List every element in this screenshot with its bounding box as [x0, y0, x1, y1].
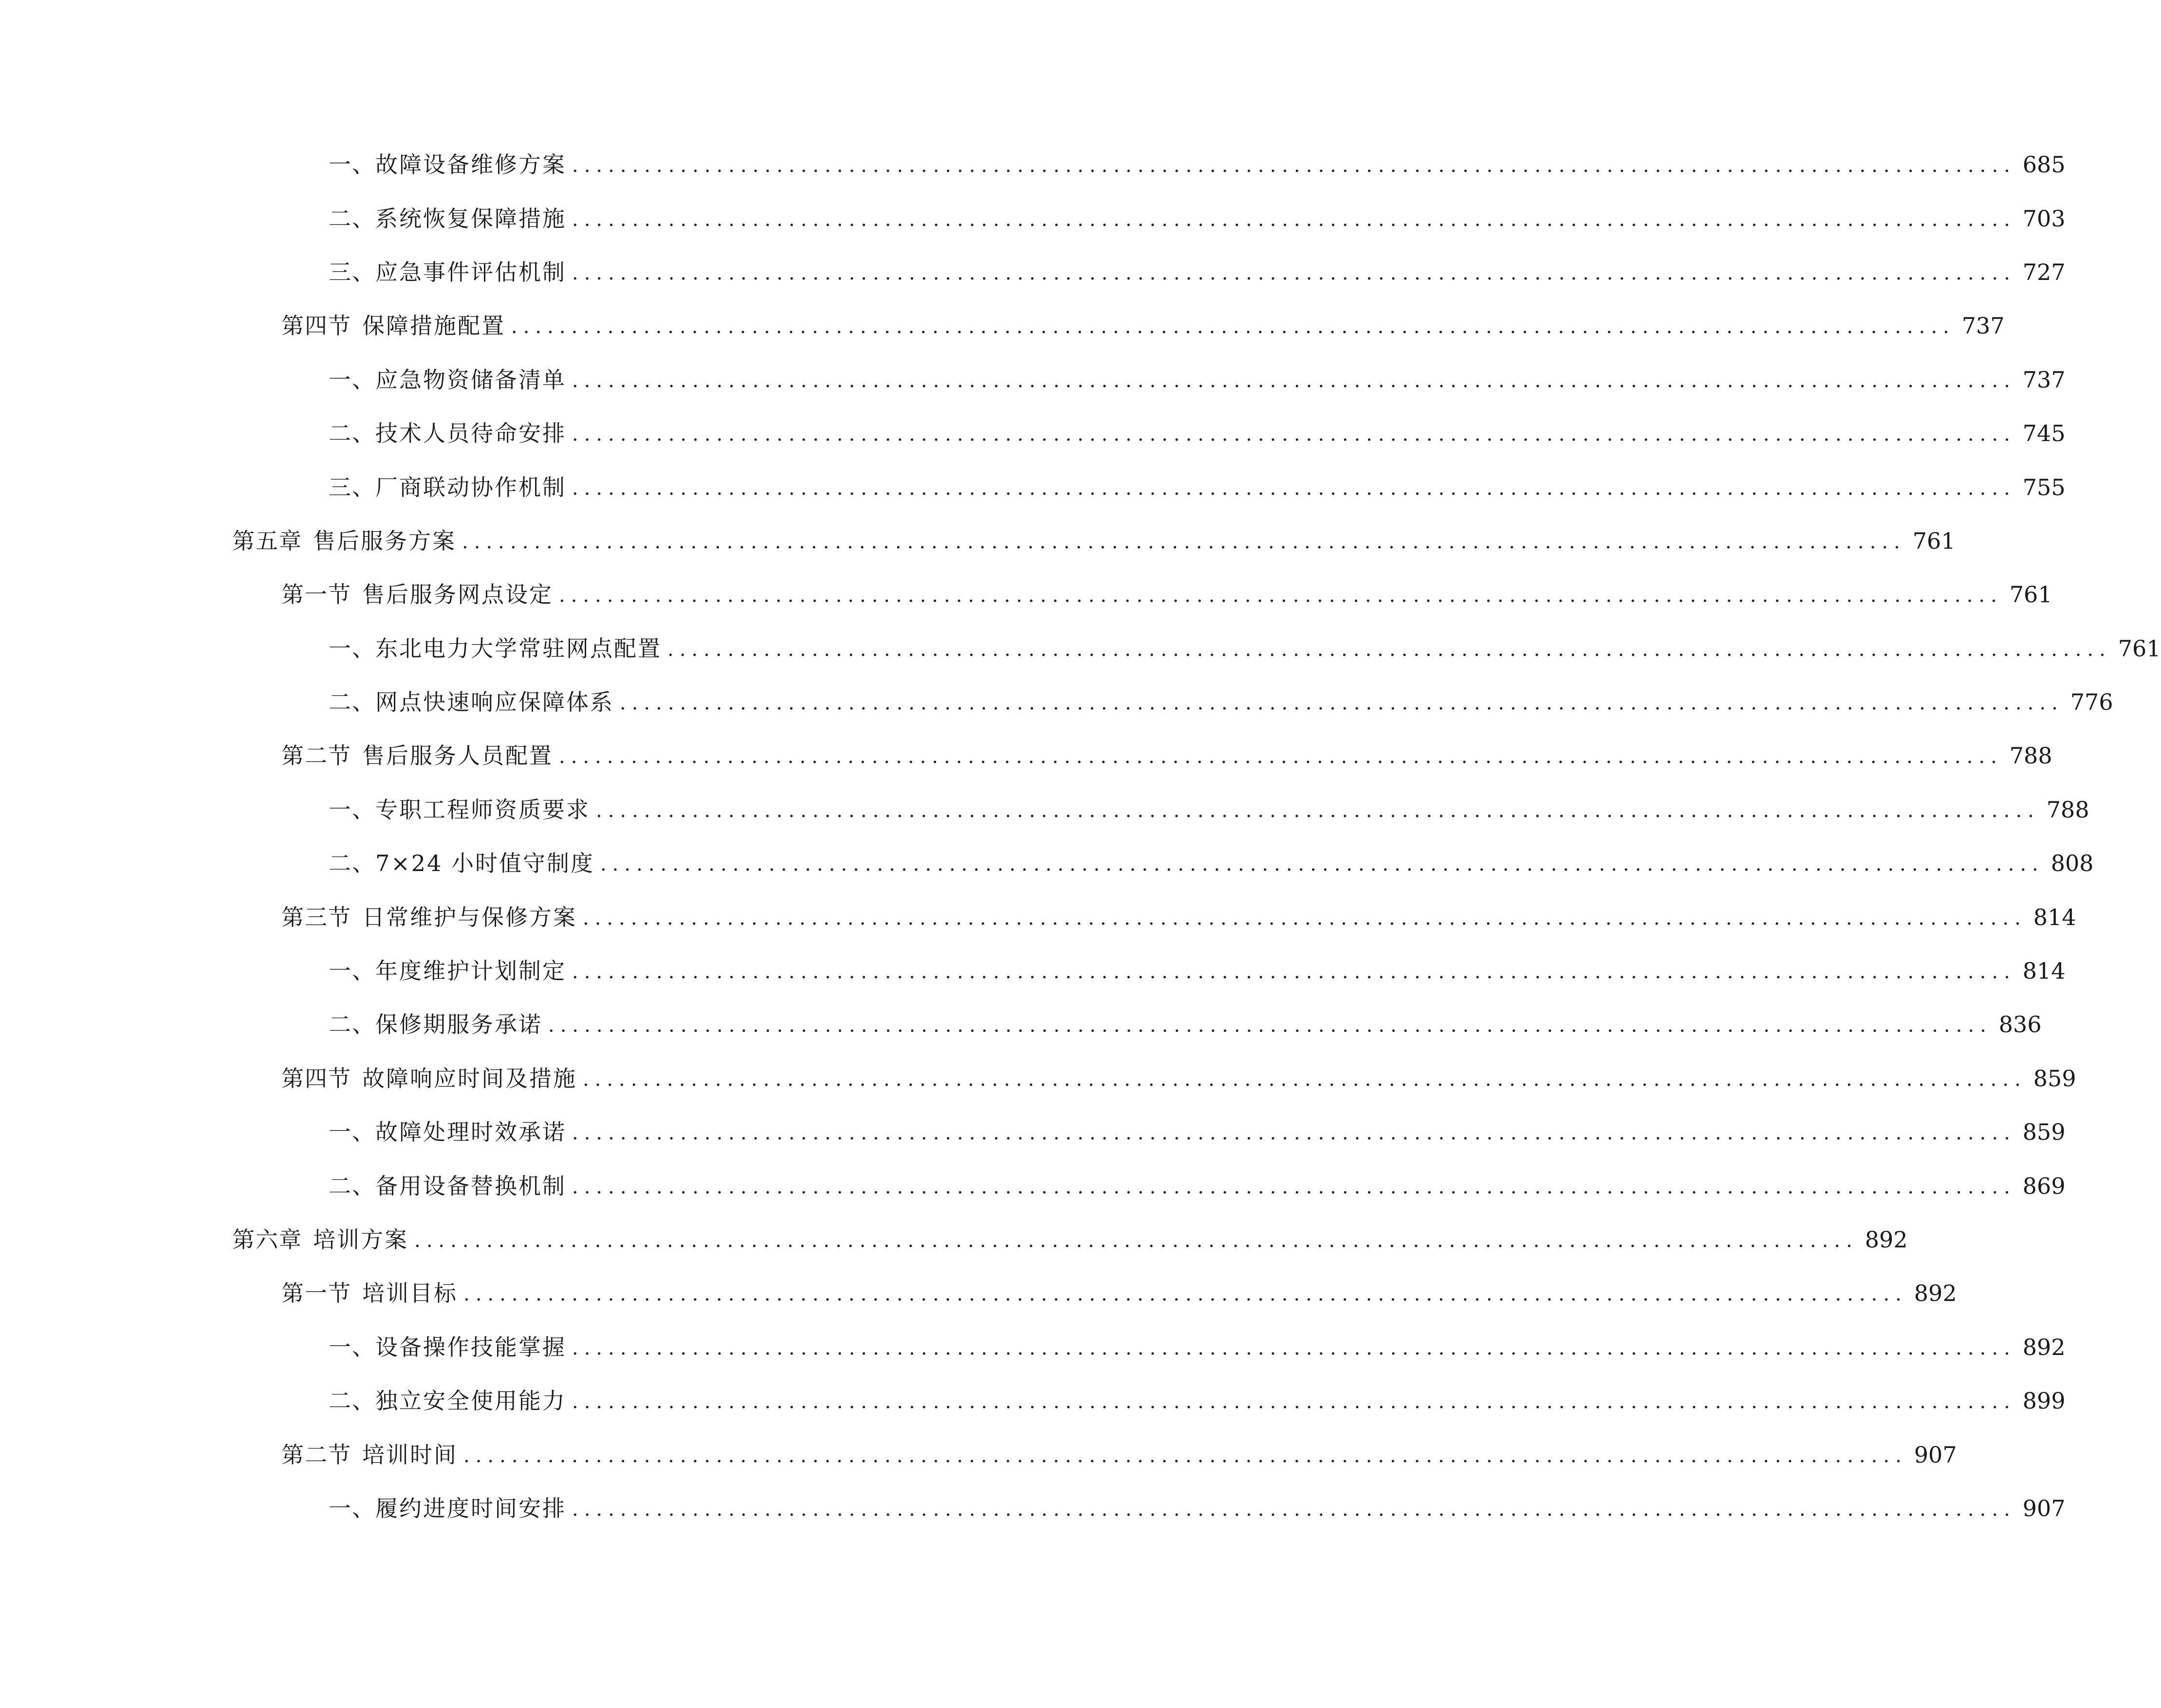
toc-entry-number: 一、: [329, 366, 375, 393]
table-of-contents: [0, 138, 2161, 1535]
toc-entry-number: 第六章: [232, 1226, 302, 1253]
toc-entry-title: 设备操作技能掌握: [375, 1334, 566, 1360]
toc-entry-title: 售后服务网点设定: [362, 581, 553, 608]
toc-entry[interactable]: [0, 890, 2076, 944]
toc-entry[interactable]: [0, 998, 2042, 1051]
toc-entry-title: 独立安全使用能力: [375, 1388, 566, 1414]
toc-entry-title: 故障设备维修方案: [375, 151, 566, 178]
toc-entry-title: 日常维护与保修方案: [362, 904, 577, 930]
toc-entry-title: 售后服务人员配置: [362, 743, 553, 769]
toc-entry-number: 二、: [329, 205, 375, 232]
toc-page-number: 745: [2022, 420, 2066, 447]
toc-page-number: 899: [2022, 1388, 2066, 1414]
toc-entry-number: 第一节: [281, 1280, 351, 1307]
toc-entry[interactable]: [0, 1052, 2076, 1105]
toc-dot-leader: ........................................................................................................................: [511, 316, 1955, 338]
toc-entry-number: 一、: [329, 151, 375, 178]
toc-entry-title: 保修期服务承诺: [375, 1011, 542, 1038]
toc-dot-leader: ........................................................................................................................: [572, 961, 2016, 984]
toc-page-number: 761: [2009, 581, 2052, 608]
toc-entry[interactable]: [0, 944, 2066, 998]
toc-entry-number: 三、: [329, 259, 375, 285]
toc-dot-leader: ........................................................................................................................: [559, 584, 2003, 607]
toc-entry[interactable]: [0, 460, 2066, 514]
toc-entry[interactable]: [0, 1266, 1957, 1320]
toc-entry[interactable]: [0, 299, 2005, 353]
toc-entry-number: 第二节: [281, 743, 351, 769]
toc-entry-title: 应急物资储备清单: [375, 366, 566, 393]
toc-dot-leader: ........................................................................................................................: [572, 208, 2016, 231]
toc-page-number: 761: [1912, 527, 1956, 554]
toc-dot-leader: ........................................................................................................................: [463, 1444, 1907, 1467]
toc-dot-leader: ........................................................................................................................: [463, 1283, 1907, 1306]
toc-entry[interactable]: [0, 353, 2066, 407]
toc-page-number: 907: [2022, 1495, 2066, 1522]
toc-page-number: 788: [2046, 796, 2089, 823]
toc-entry-number: 第四节: [281, 313, 351, 339]
toc-entry-number: 二、: [329, 850, 375, 877]
toc-entry-number: 第三节: [281, 904, 351, 930]
toc-entry-title: 应急事件评估机制: [375, 259, 566, 285]
toc-entry-number: 二、: [329, 1172, 375, 1199]
toc-page-number: 907: [1914, 1441, 1957, 1468]
toc-entry-number: 一、: [329, 1495, 375, 1522]
toc-dot-leader: ........................................................................................................................: [667, 638, 2111, 661]
toc-entry-number: 第四节: [281, 1065, 351, 1092]
toc-entry-title: 技术人员待命安排: [375, 420, 566, 447]
toc-page-number: 859: [2033, 1065, 2076, 1092]
toc-entry-number: 一、: [329, 635, 375, 662]
toc-entry[interactable]: [0, 836, 2094, 890]
toc-entry[interactable]: [0, 568, 2052, 621]
toc-dot-leader: ........................................................................................................................: [572, 477, 2016, 500]
toc-entry-number: 第二节: [281, 1441, 351, 1468]
toc-dot-leader: ........................................................................................................................: [414, 1229, 1858, 1252]
toc-entry[interactable]: [0, 1428, 1957, 1481]
toc-dot-leader: ........................................................................................................................: [572, 154, 2016, 177]
toc-page-number: 814: [2033, 904, 2076, 930]
toc-page-number: 776: [2070, 689, 2113, 716]
toc-dot-leader: ........................................................................................................................: [572, 1337, 2016, 1359]
toc-page-number: 737: [2022, 366, 2066, 393]
toc-dot-leader: ........................................................................................................................: [572, 369, 2016, 392]
toc-entry[interactable]: [0, 1105, 2066, 1159]
toc-page-number: 727: [2022, 259, 2066, 285]
toc-entry[interactable]: [0, 407, 2066, 460]
toc-entry-number: 一、: [329, 796, 375, 823]
toc-dot-leader: ........................................................................................................................: [572, 1122, 2016, 1145]
toc-entry-title: 培训时间: [362, 1441, 458, 1468]
toc-page-number: 761: [2118, 635, 2161, 662]
toc-entry-title: 备用设备替换机制: [375, 1172, 566, 1199]
toc-dot-leader: ........................................................................................................................: [572, 1391, 2016, 1413]
toc-dot-leader: ........................................................................................................................: [583, 907, 2027, 929]
toc-entry-title: 售后服务方案: [313, 527, 456, 554]
toc-page-number: 685: [2022, 151, 2066, 178]
toc-entry-number: 一、: [329, 1119, 375, 1146]
toc-entry-title: 故障处理时效承诺: [375, 1119, 566, 1146]
toc-dot-leader: ........................................................................................................................: [583, 1068, 2027, 1091]
toc-entry-title: 故障响应时间及措施: [362, 1065, 577, 1092]
toc-entry[interactable]: [0, 1482, 2066, 1535]
toc-entry-number: 一、: [329, 958, 375, 984]
toc-page-number: 703: [2022, 205, 2066, 232]
toc-page-number: 814: [2022, 958, 2066, 984]
toc-page-number: 808: [2050, 850, 2094, 877]
toc-entry-title: 厂商联动协作机制: [375, 474, 566, 501]
toc-entry[interactable]: [0, 138, 2066, 191]
toc-entry-number: 二、: [329, 689, 375, 716]
toc-entry-number: 二、: [329, 420, 375, 447]
toc-entry[interactable]: [0, 622, 2161, 675]
toc-entry[interactable]: [0, 191, 2066, 245]
toc-dot-leader: ........................................................................................................................: [462, 530, 1906, 553]
toc-page-number: 892: [2022, 1334, 2066, 1360]
toc-entry-title: 系统恢复保障措施: [375, 205, 566, 232]
toc-entry-number: 第五章: [232, 527, 302, 554]
toc-entry-number: 三、: [329, 474, 375, 501]
toc-page-number: 737: [1961, 313, 2005, 339]
toc-entry-title: 保障措施配置: [362, 313, 505, 339]
toc-entry[interactable]: [0, 783, 2089, 836]
toc-entry-number: 二、: [329, 1011, 375, 1038]
toc-entry[interactable]: [0, 1213, 1908, 1266]
toc-dot-leader: ........................................................................................................................: [548, 1014, 1992, 1037]
toc-entry-title: 培训方案: [313, 1226, 408, 1253]
toc-entry[interactable]: [0, 1159, 2066, 1212]
toc-dot-leader: ........................................................................................................................: [600, 853, 2044, 876]
toc-entry[interactable]: [0, 245, 2066, 299]
toc-dot-leader: ........................................................................................................................: [572, 261, 2016, 284]
toc-dot-leader: ........................................................................................................................: [572, 1175, 2016, 1198]
toc-dot-leader: ........................................................................................................................: [596, 799, 2040, 822]
toc-entry-number: 第一节: [281, 581, 351, 608]
toc-entry[interactable]: [0, 1374, 2066, 1428]
toc-entry[interactable]: [0, 675, 2113, 729]
toc-dot-leader: ........................................................................................................................: [572, 423, 2016, 446]
toc-entry-title: 东北电力大学常驻网点配置: [375, 635, 662, 662]
toc-entry-number: 一、: [329, 1334, 375, 1360]
toc-page-number: 869: [2022, 1172, 2066, 1199]
toc-entry-title: 网点快速响应保障体系: [375, 689, 614, 716]
toc-entry-title: 专职工程师资质要求: [375, 796, 590, 823]
toc-entry-title: 履约进度时间安排: [375, 1495, 566, 1522]
toc-entry[interactable]: [0, 1320, 2066, 1374]
toc-entry-number: 二、: [329, 1388, 375, 1414]
toc-entry-title: 7×24 小时值守制度: [375, 850, 594, 877]
toc-page-number: 788: [2009, 743, 2052, 769]
toc-page-number: 859: [2022, 1119, 2066, 1146]
toc-page-number: 836: [1998, 1011, 2042, 1038]
toc-dot-leader: ........................................................................................................................: [620, 692, 2064, 715]
toc-page-number: 892: [1914, 1280, 1957, 1307]
toc-dot-leader: ........................................................................................................................: [559, 745, 2003, 768]
toc-entry-title: 年度维护计划制定: [375, 958, 566, 984]
toc-entry[interactable]: [0, 514, 1956, 568]
toc-page-number: 892: [1865, 1226, 1908, 1253]
toc-entry-title: 培训目标: [362, 1280, 458, 1307]
toc-entry[interactable]: [0, 729, 2052, 782]
toc-dot-leader: ........................................................................................................................: [572, 1498, 2016, 1521]
toc-page-number: 755: [2022, 474, 2066, 501]
